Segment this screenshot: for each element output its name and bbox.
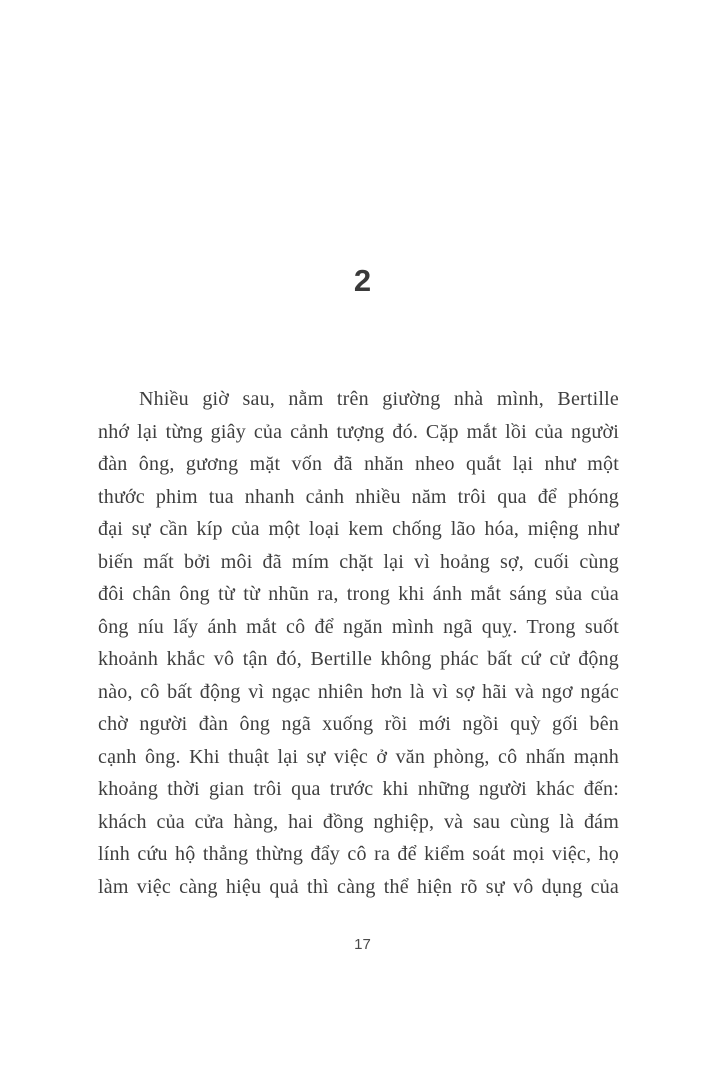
body-text-line: cạnh ông. Khi thuật lại sự việc ở văn phòng, cô nhấn mạnh — [98, 745, 619, 768]
body-text-line: khoảng thời gian trôi qua trước khi những người khác đến: — [98, 778, 619, 800]
body-text-line: nhớ lại từng giây của cảnh tượng đó. Cặp mắt lồi của người — [98, 420, 619, 443]
body-text-line: đại sự cần kíp của một loại kem chống lão hóa, miệng như — [98, 518, 619, 540]
body-text-line: làm việc càng hiệu quả thì càng thể hiện rõ sự vô dụng của — [98, 875, 619, 898]
body-text-line: biến mất bởi môi đã mím chặt lại vì hoảng sợ, cuối cùng — [98, 550, 619, 573]
body-text-line: khoảnh khắc vô tận đó, Bertille không phác bất cứ cử động — [98, 648, 619, 670]
body-text-line: nào, cô bất động vì ngạc nhiên hơn là vì sợ hãi và ngơ ngác — [98, 680, 619, 703]
body-text-line: thước phim tua nhanh cảnh nhiều năm trôi qua để phóng — [98, 485, 619, 508]
body-text-line: Nhiều giờ sau, nằm trên giường nhà mình, Bertille — [139, 388, 619, 410]
body-paragraph — [98, 383, 619, 903]
body-text-line: chờ người đàn ông ngã xuống rồi mới ngồi quỳ gối bên — [98, 713, 619, 735]
body-text-line: ông níu lấy ánh mắt cô để ngăn mình ngã quỵ. Trong suốt — [98, 615, 619, 638]
chapter-heading: 2 — [353, 263, 372, 298]
body-text-line: đàn ông, gương mặt vốn đã nhăn nheo quắt lại như một — [98, 453, 619, 475]
body-text-line: lính cứu hộ thẳng thừng đẩy cô ra để kiểm soát mọi việc, họ — [98, 843, 619, 865]
body-text-line: khách của cửa hàng, hai đồng nghiệp, và sau cùng là đám — [98, 810, 619, 833]
body-text-line: đôi chân ông từ từ nhũn ra, trong khi ánh mắt sáng sủa của — [98, 583, 619, 605]
page-number: 17 — [354, 936, 371, 953]
